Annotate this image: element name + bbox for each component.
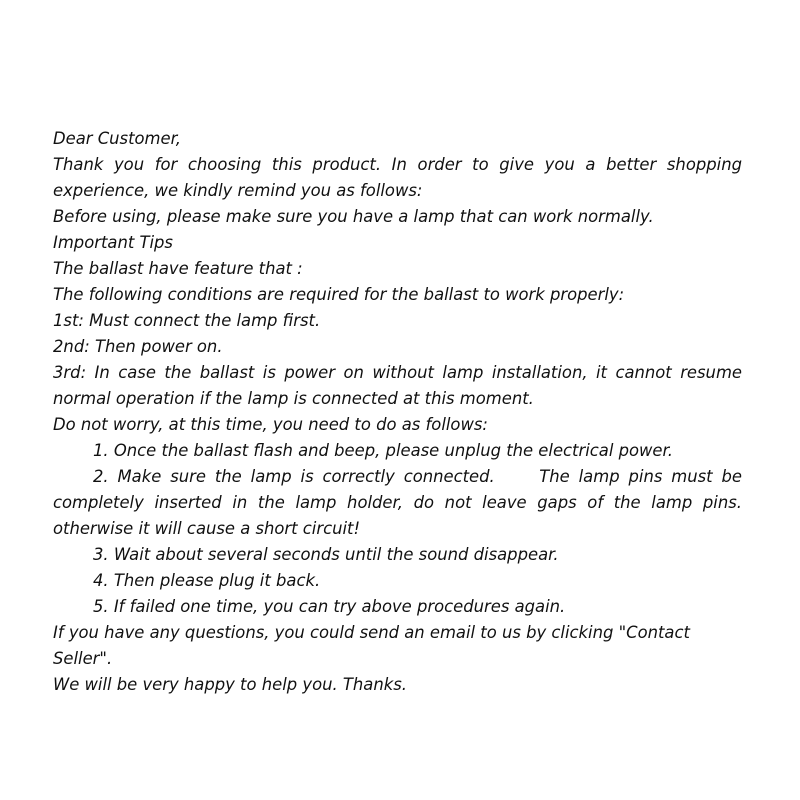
step-item: 1. Once the ballast flash and beep, please unplug the electrical power.: [93, 441, 673, 460]
condition-item: 3rd: In case the ballast is power on without lamp installation, it cannot resume normal operation if the lamp is connected at this moment.: [53, 363, 742, 408]
step-item: 2. Make sure the lamp is correctly connected. The lamp pins must be completely inserted in the lamp holder, do not leave gaps of the lamp pins. otherwise it will cause a short circuit!: [53, 467, 748, 538]
do-not-worry-line: Do not worry, at this time, you need to do as follows:: [53, 415, 488, 434]
step-item: 5. If failed one time, you can try above procedures again.: [93, 597, 566, 616]
intro-paragraph: Thank you for choosing this product. In order to give you a better shopping experience, we kindly remind you as follows:: [53, 155, 742, 200]
tips-heading: Important Tips: [53, 233, 173, 252]
before-using-line: Before using, please make sure you have a lamp that can work normally.: [53, 207, 654, 226]
greeting: Dear Customer,: [53, 129, 182, 148]
contact-line: If you have any questions, you could send an email to us by clicking "Contact Seller".: [53, 623, 690, 668]
closing-line: We will be very happy to help you. Thanks.: [53, 675, 407, 694]
feature-line: The ballast have feature that :: [53, 259, 303, 278]
condition-item: 2nd: Then power on.: [53, 337, 223, 356]
condition-item: 1st: Must connect the lamp first.: [53, 311, 321, 330]
step-item: 4. Then please plug it back.: [93, 571, 321, 590]
conditions-line: The following conditions are required for the ballast to work properly:: [53, 285, 625, 304]
step-item: 3. Wait about several seconds until the sound disappear.: [93, 545, 559, 564]
customer-notice-letter: [53, 126, 748, 698]
